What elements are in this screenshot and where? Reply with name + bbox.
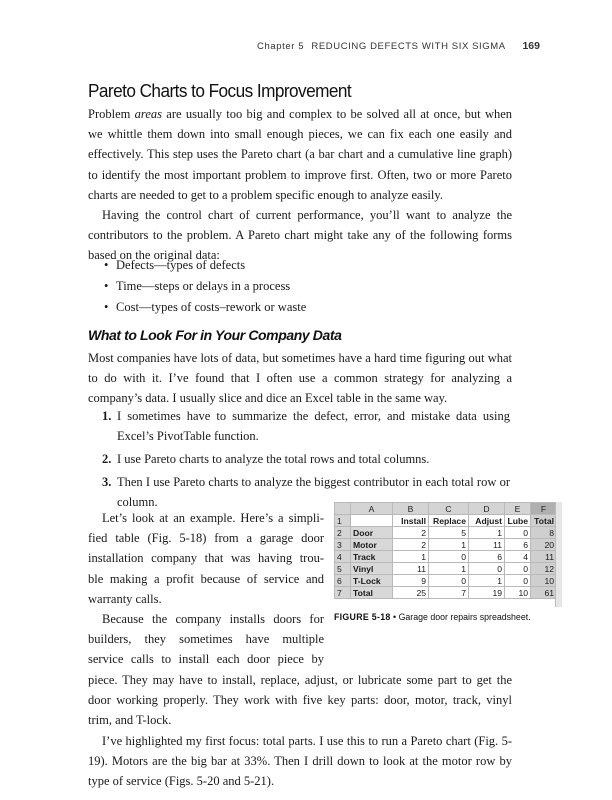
col-letter: F xyxy=(531,503,557,515)
continuation-block xyxy=(88,670,512,791)
subsection-paragraph: Most companies have lots of data, but sometimes have a hard time figuring out what to do with it. I’ve found that I often use a common strategy for analyzing a company’s data. I usually slice and dice an Excel table in the same way. xyxy=(88,351,512,406)
strategy-steps-list xyxy=(102,406,510,515)
figure-label: FIGURE 5-18 xyxy=(334,612,391,622)
final-paragraph: I’ve highlighted my first focus: total parts. I use this to run a Pareto chart (Fig. 5-19). Motors are the big bar at 33%. Then I drill down to look at the motor row by type of service (Figs. 5-20 and 5-21). xyxy=(88,733,512,789)
section-title: Pareto Charts to Focus Improvement xyxy=(88,80,352,101)
table-row: 4 Track 1 0 6 4 11 xyxy=(335,551,557,563)
spreadsheet-scrollbar xyxy=(555,502,562,607)
column-letter-row xyxy=(335,503,557,515)
col-letter: D xyxy=(469,503,505,515)
table-row: 3 Motor 2 1 11 6 20 xyxy=(335,539,557,551)
intro-paragraph-1: Problem areas are usually too big and complex to be solved all at once, but when we whittle them down into small enough pieces, we can fix each one easily and effectively. This step uses the Pareto chart (a bar chart and a cumulative line graph) to identify the most important problem to improve first. Often, two or more Pareto charts are needed to get to a problem specific enough to analyze easily. xyxy=(88,107,513,202)
corner-cell xyxy=(335,503,351,515)
emphasis-areas: areas xyxy=(134,107,162,121)
garage-door-spreadsheet xyxy=(334,502,556,607)
bullet-item: • Time—steps or delays in a process xyxy=(104,276,306,297)
forms-bullet-list xyxy=(104,255,306,318)
col-letter: A xyxy=(351,503,393,515)
bullet-item: • Defects—types of defects xyxy=(104,255,306,276)
col-letter: C xyxy=(429,503,469,515)
intro-block xyxy=(88,104,512,266)
col-letter: E xyxy=(505,503,531,515)
figure-caption-text: Garage door repairs spreadsheet. xyxy=(398,612,531,622)
figure-caption: FIGURE 5-18 • Garage door repairs spreadsheet. xyxy=(334,612,531,622)
bullet-item: • Cost—types of costs–rework or waste xyxy=(104,297,306,318)
chapter-title: REDUCING DEFECTS WITH SIX SIGMA xyxy=(311,41,506,52)
continuation-paragraph: piece. They may have to install, replace, adjust, or lubricate some part to get the door working properly. They work with five key parts: door, motor, track, vinyl trim, and T-lock. xyxy=(88,673,512,728)
step-item: 1. I sometimes have to summarize the defect, error, and mistake data using Excel’s PivotTable function. xyxy=(102,409,510,443)
example-paragraph-wrap: Let’s look at an example. Here’s a simpli- fied table (Fig. 5-18) from a garage door installation company that was having trou- ble making a profit because of service and warranty calls. Because the company installs doors for builders, they sometimes have multiple service calls to install each door piece by xyxy=(88,511,324,667)
table-row: 5 Vinyl 11 1 0 0 12 xyxy=(335,563,557,575)
page-number: 169 xyxy=(522,40,540,52)
subsection-title: What to Look For in Your Company Data xyxy=(88,327,342,343)
step-item: 3. Then I use Pareto charts to analyze the biggest contributor in each total row or column. xyxy=(102,475,510,509)
table-row: 1 Install Replace Adjust Lube Total xyxy=(335,515,557,527)
table-row: 2 Door 2 5 1 0 8 xyxy=(335,527,557,539)
table-row: 6 T-Lock 9 0 1 0 10 xyxy=(335,575,557,587)
table-row: 7 Total 25 7 19 10 61 xyxy=(335,587,557,599)
running-head xyxy=(257,40,540,52)
intro-paragraph-2: Having the control chart of current performance, you’ll want to analyze the contributors to the problem. A Pareto chart might take any of the following forms based on the original data: xyxy=(88,208,512,263)
spreadsheet-table xyxy=(334,502,557,599)
step-item: 2. I use Pareto charts to analyze the total rows and total columns. xyxy=(102,452,430,466)
col-letter: B xyxy=(393,503,429,515)
chapter-label: Chapter 5 xyxy=(257,41,305,52)
